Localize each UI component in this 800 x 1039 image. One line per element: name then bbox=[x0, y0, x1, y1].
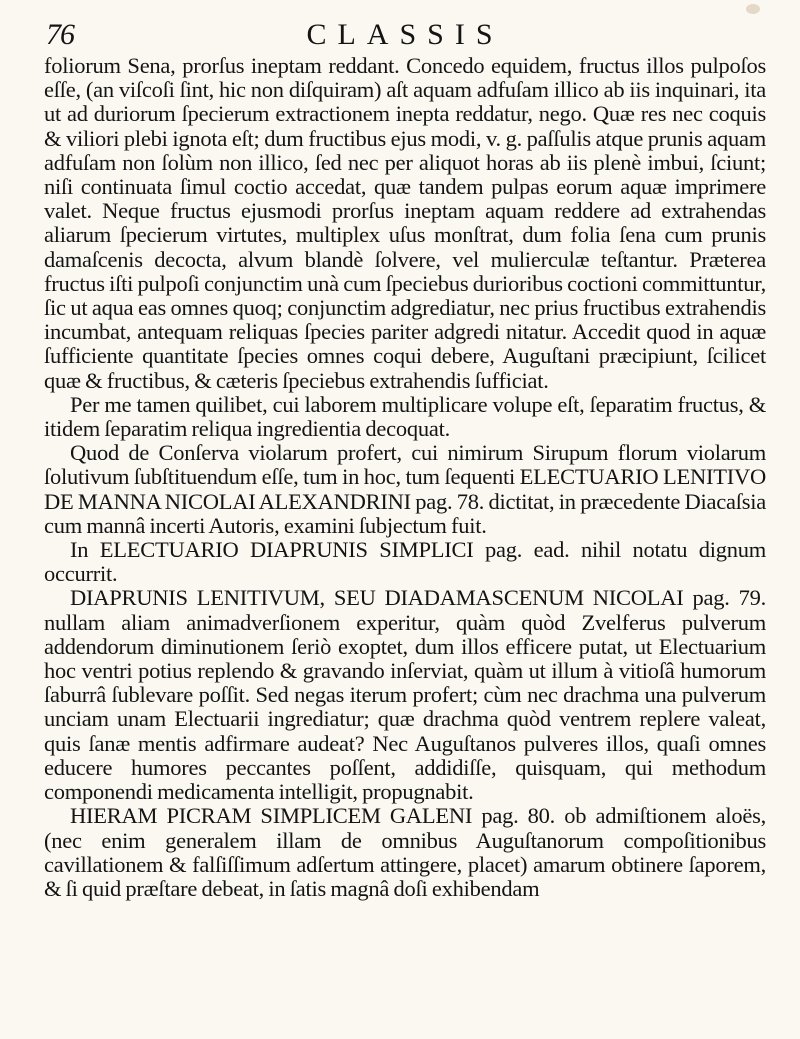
paragraph-6: HIERAM PICRAM SIMPLICEM GALENI pag. 80. ob admiſtionem aloës, (nec enim generalem illam de omnibus Auguſtanorum compoſitionibus cavillationem & falſiſſimum adſertum attingere, placet) amarum obtinere ſaporem, & ſi quid præſtare debeat, in ſatis magnâ doſi exhibendam bbox=[44, 803, 766, 901]
running-head: CLASSIS bbox=[306, 18, 504, 51]
ink-blot bbox=[746, 4, 760, 14]
page-number: 76 bbox=[46, 18, 74, 51]
page-header bbox=[44, 14, 766, 54]
paragraph-4: In ELECTUARIO DIAPRUNIS SIMPLICI pag. ead. nihil notatu dignum occurrit. bbox=[44, 537, 766, 587]
paragraph-5: DIAPRUNIS LENITIVUM, SEU DIADAMASCENUM NICOLAI pag. 79. nullam aliam animadverſionem experitur, quàm quòd Zvelferus pulverum addendorum diminutionem ſeriò exoptet, dum illos efficere putat, ut Electuarium hoc ventri potius replendo & gravando inſerviat, quàm ut illum à vitioſâ humorum ſaburrâ ſublevare poſſit. Sed negas iterum profert; cùm nec drachma una pulverum unciam unam Electuarii ingrediatur; quæ drachma quòd ventrem replere valeat, quis ſanæ mentis adfirmare audeat? Nec Auguſtanos pulveres illos, quaſi omnes educere humores peccantes poſſent, addidiſſe, quisquam, qui methodum componendi medicamenta intelligit, propugnabit. bbox=[44, 585, 766, 805]
paragraph-2: Per me tamen quilibet, cui laborem multiplicare volupe eſt, ſeparatim fructus, & itidem ſeparatim reliqua ingredientia decoquat. bbox=[44, 391, 766, 442]
paragraph-3: Quod de Conſerva violarum profert, cui nimirum Sirupum florum violarum ſolutivum ſubſtituendum eſſe, tum in hoc, tum ſequenti ELECTUARIO LENITIVO DE MANNA NICOLAI ALEXANDRINI pag. 78. dictitat, in præcedente Diacaſsia cum mannâ incerti Autoris, examini ſubjectum fuit. bbox=[44, 440, 766, 538]
paragraph-1: foliorum Sena, prorſus ineptam reddant. Concedo equidem, fructus illos pulpoſos eſſe, (an viſcoſi ſint, hic non diſquiram) aſt aquam adfuſam illico ab iis inquinari, ita ut ad duriorum ſpecierum extractionem inepta reddatur, nego. Quæ res nec coquis & viliori plebi ignota eſt; dum fructibus ejus modi, v. g. paſſulis atque prunis aquam adfuſam non ſolùm non illico, ſed nec per aliquot horas ab iis plenè imbui, ſciunt; niſi continuata ſimul coctio accedat, quæ tandem pulpas eorum aquæ imprimere valet. Neque fructus ejusmodi prorſus ineptam aquam reddere ad extrahendas aliarum ſpecierum virtutes, multiplex uſus monſtrat, dum folia ſena cum prunis damaſcenis decocta, alvum blandè ſolvere, vel mulierculæ teſtantur. Præterea fructus iſti pulpoſi conjunctim unà cum ſpeciebus durioribus coctioni committuntur, ſic ut aqua eas omnes quoq; conjunctim adgrediatur, nec prius fructibus extrahendis incumbat, antequam reliquas ſpecies pariter adgredi nitatur. Accedit quod in aquæ ſufficiente quantitate ſpecies omnes coqui debere, Auguſtani præcipiunt, ſcilicet quæ & fructibus, & cæteris ſpeciebus extrahendis ſufficiat. bbox=[44, 53, 766, 393]
body-text bbox=[44, 54, 766, 901]
